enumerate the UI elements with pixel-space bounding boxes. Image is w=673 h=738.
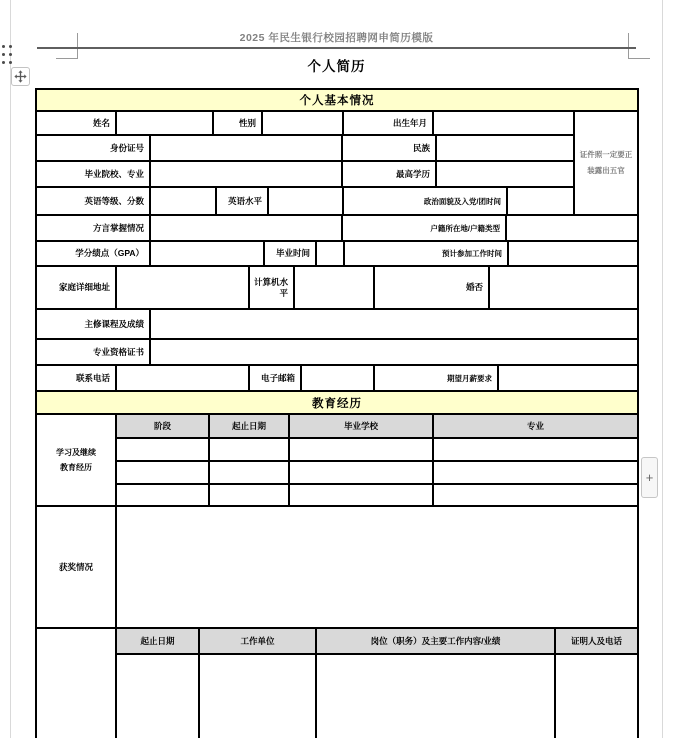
school-major-input-cell[interactable] [151,162,343,186]
page-header-title: 2025 年民生银行校园招聘网申简历模版 [239,32,434,44]
awards-input-cell[interactable] [117,507,637,627]
photo-note: 证件照一定要正装露出五官 [579,150,633,175]
highest-degree-label: 最高学历 [343,162,437,186]
education-row2-stage-cell[interactable] [117,462,210,483]
political-status-label: 政治面貌及入党/团时间 [344,188,508,214]
insert-row-button[interactable] [641,457,658,498]
table-move-handle[interactable] [11,67,30,86]
work-header-employer: 工作单位 [200,629,317,653]
graduation-time-input-cell[interactable] [317,242,345,265]
row-gpa [37,242,637,267]
phone-input-cell[interactable] [117,366,250,390]
graduation-time-label: 毕业时间 [265,242,317,265]
education-row2-major-cell[interactable] [434,462,637,483]
computer-level-label: 计算机水平 [250,267,295,308]
expected-salary-label: 期望月薪要求 [375,366,499,390]
work-header-dates: 起止日期 [117,629,200,653]
education-header-dates: 起止日期 [210,415,290,437]
row-main-courses [37,310,637,340]
email-input-cell[interactable] [302,366,375,390]
home-address-label: 家庭详细地址 [37,267,117,308]
gender-label: 性别 [214,112,263,134]
move-arrows-icon [14,70,27,83]
row-phone [37,366,637,392]
expected-salary-input-cell[interactable] [499,366,637,390]
name-label: 姓名 [37,112,117,134]
photo-placeholder[interactable] [573,112,637,216]
section-band-education: 教育经历 [37,392,637,415]
birth-date-label: 出生年月 [344,112,434,134]
drag-grip-icon[interactable] [2,45,12,64]
work-row-label-cell [37,629,117,738]
plus-icon: + [645,470,654,485]
education-row2-dates-cell[interactable] [210,462,290,483]
dialect-label: 方言掌握情况 [37,216,151,240]
education-row1-stage-cell[interactable] [117,439,210,460]
work-row1-dates-cell[interactable] [117,655,200,738]
education-row2-school-cell[interactable] [290,462,434,483]
row-id-number [37,136,637,162]
education-header-major: 专业 [434,415,637,437]
education-row1-school-cell[interactable] [290,439,434,460]
work-row1-employer-cell[interactable] [200,655,317,738]
work-row-1 [37,655,637,738]
work-header-reference: 证明人及电话 [556,629,637,653]
row-dialect [37,216,637,242]
row-english [37,188,637,216]
name-input-cell[interactable] [117,112,214,134]
dialect-input-cell[interactable] [151,216,343,240]
main-courses-input-cell[interactable] [151,310,637,338]
school-major-label: 毕业院校、专业 [37,162,151,186]
education-row-2 [37,462,637,485]
gender-input-cell[interactable] [263,112,344,134]
education-header-row [37,415,637,439]
education-row1-major-cell[interactable] [434,439,637,460]
education-row3-major-cell[interactable] [434,485,637,505]
english-level-label: 英语水平 [217,188,269,214]
ethnicity-label: 民族 [343,136,437,160]
education-header-school: 毕业学校 [290,415,434,437]
marital-status-label: 婚否 [375,267,490,308]
document-title: 个人简历 [307,59,366,74]
email-label: 电子邮箱 [250,366,302,390]
row-certificates [37,340,637,366]
work-row1-reference-cell[interactable] [556,655,637,738]
awards-label: 获奖情况 [37,507,117,627]
resume-form-table [35,88,639,738]
work-row1-position-cell[interactable] [317,655,556,738]
row-home-address [37,267,637,310]
computer-level-input-cell[interactable] [295,267,375,308]
id-number-label: 身份证号 [37,136,151,160]
id-number-input-cell[interactable] [151,136,343,160]
education-row-3 [37,485,637,507]
education-row-1 [37,439,637,462]
header-rule [37,47,636,49]
education-row1-dates-cell[interactable] [210,439,290,460]
english-level-input-cell[interactable] [269,188,344,214]
row-school-major [37,162,637,188]
expected-work-time-label: 预计参加工作时间 [345,242,509,265]
education-row3-dates-cell[interactable] [210,485,290,505]
row-name [37,112,637,136]
section-band-basic-info: 个人基本情况 [37,90,637,112]
education-row3-school-cell[interactable] [290,485,434,505]
gpa-input-cell[interactable] [151,242,265,265]
work-header-position: 岗位（职务）及主要工作内容/业绩 [317,629,556,653]
certificates-label: 专业资格证书 [37,340,151,364]
english-grade-label: 英语等级、分数 [37,188,151,214]
marital-status-input-cell[interactable] [490,267,637,308]
household-label: 户籍所在地/户籍类型 [343,216,507,240]
education-header-stage: 阶段 [117,415,210,437]
phone-label: 联系电话 [37,366,117,390]
education-row-label: 学习及继续教育经历 [56,447,96,472]
expected-work-time-input-cell[interactable] [509,242,637,265]
main-courses-label: 主修课程及成绩 [37,310,151,338]
page-left-edge [10,0,11,738]
work-header-row [37,629,637,655]
page-right-edge [662,0,663,738]
awards-row [37,507,637,629]
home-address-input-cell[interactable] [117,267,250,308]
english-grade-input-cell[interactable] [151,188,217,214]
education-row-label-cell [37,415,117,505]
household-input-cell[interactable] [507,216,637,240]
gpa-label: 学分绩点（GPA） [37,242,151,265]
education-row3-stage-cell[interactable] [117,485,210,505]
certificates-input-cell[interactable] [151,340,637,364]
